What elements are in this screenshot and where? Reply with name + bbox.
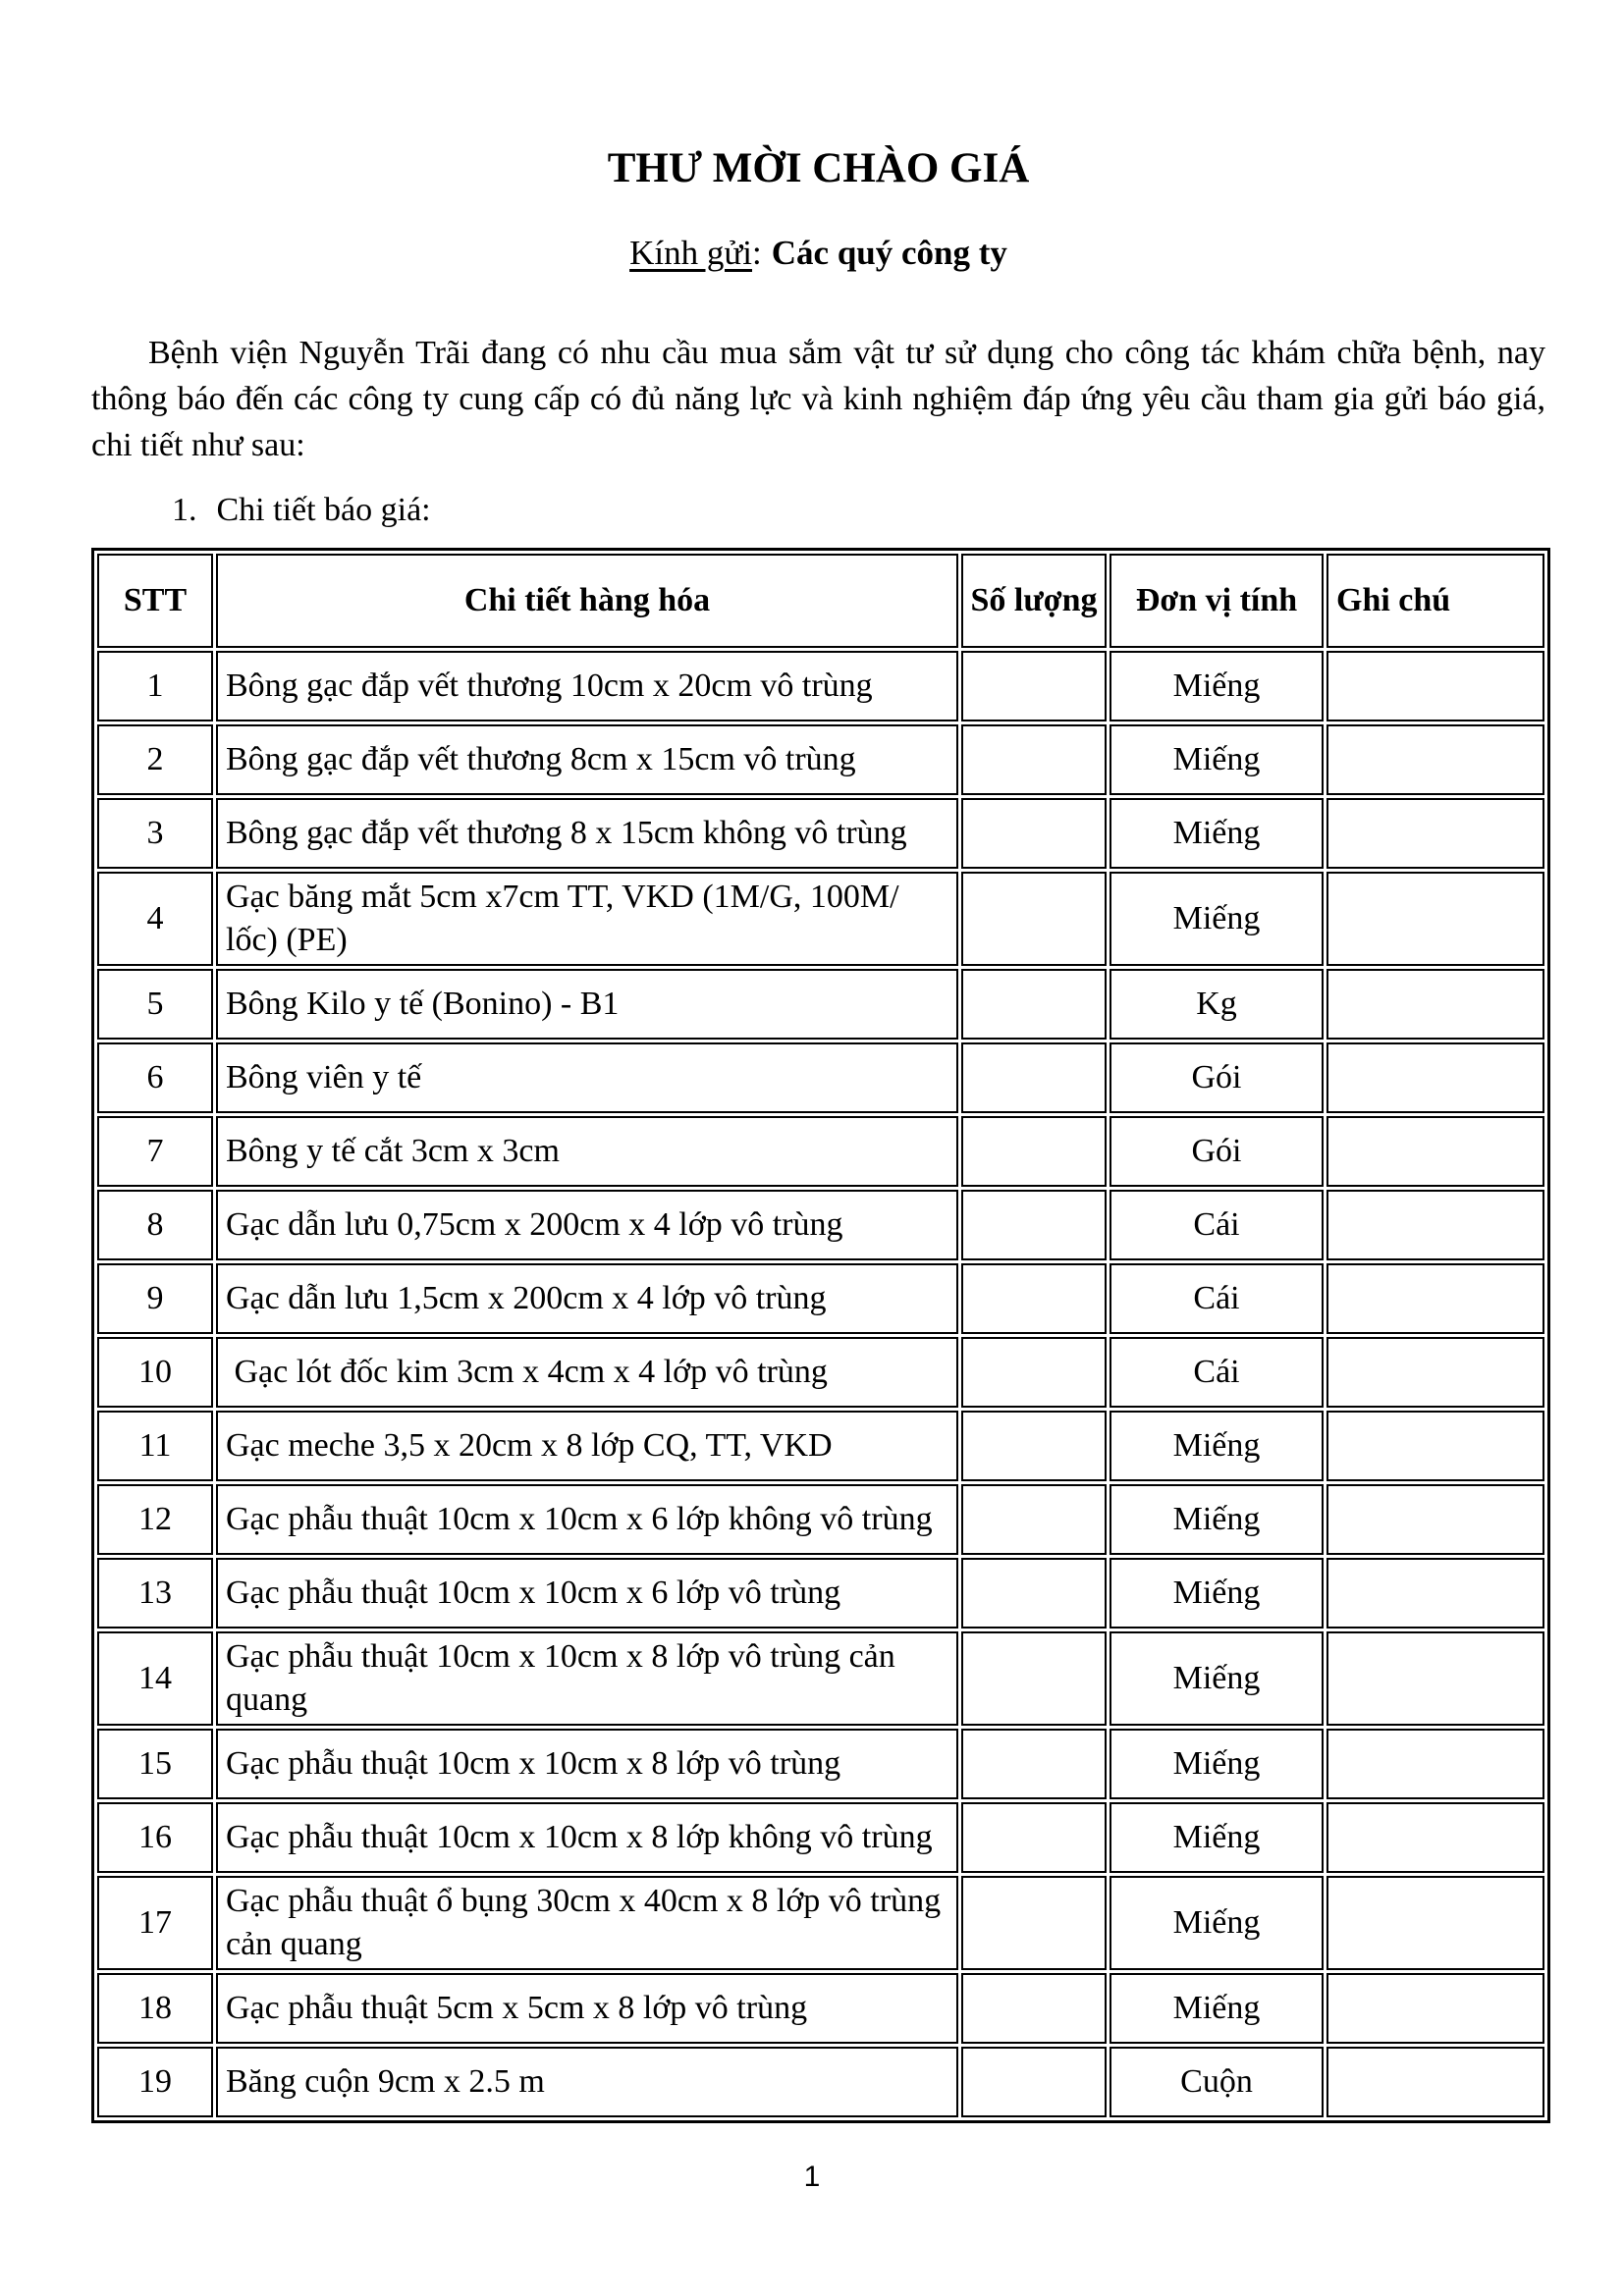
row-unit: Miếng: [1110, 1484, 1324, 1555]
row-quantity: [961, 2047, 1107, 2117]
row-unit: Miếng: [1110, 1876, 1324, 1970]
row-note: [1326, 1116, 1544, 1187]
row-stt: 4: [97, 872, 213, 966]
row-quantity: [961, 1337, 1107, 1408]
table-row: [97, 1190, 1544, 1260]
table-row: [97, 724, 1544, 795]
row-detail: Bông gạc đắp vết thương 8 x 15cm không vô trùng: [216, 798, 958, 869]
row-note: [1326, 1337, 1544, 1408]
header-stt: STT: [97, 554, 213, 648]
row-detail: Gạc phẫu thuật 10cm x 10cm x 6 lớp vô trùng: [216, 1558, 958, 1629]
row-stt: 17: [97, 1876, 213, 1970]
row-quantity: [961, 969, 1107, 1040]
row-detail: Gạc dẫn lưu 1,5cm x 200cm x 4 lớp vô trùng: [216, 1263, 958, 1334]
row-stt: 11: [97, 1411, 213, 1481]
row-quantity: [961, 1484, 1107, 1555]
table-header-row: [97, 554, 1544, 648]
row-note: [1326, 2047, 1544, 2117]
page-number: 1: [803, 2161, 821, 2193]
row-detail: Gạc băng mắt 5cm x7cm TT, VKD (1M/G, 100M/ lốc) (PE): [216, 872, 958, 966]
intro-paragraph: Bệnh viện Nguyễn Trãi đang có nhu cầu mua sắm vật tư sử dụng cho công tác khám chữa bệnh, nay thông báo đến các công ty cung cấp có đủ năng lực và kinh nghiệm đáp ứng yêu cầu tham gia gửi báo giá, chi tiết như sau:: [91, 334, 1545, 463]
header-detail: Chi tiết hàng hóa: [216, 554, 958, 648]
row-stt: 14: [97, 1631, 213, 1726]
row-unit: Gói: [1110, 1042, 1324, 1113]
table-row: [97, 1729, 1544, 1799]
row-unit: Miếng: [1110, 798, 1324, 869]
row-note: [1326, 1973, 1544, 2044]
row-note: [1326, 798, 1544, 869]
row-stt: 16: [97, 1802, 213, 1873]
row-unit: Miếng: [1110, 1558, 1324, 1629]
row-quantity: [961, 1729, 1107, 1799]
row-quantity: [961, 651, 1107, 721]
header-quantity: Số lượng: [961, 554, 1107, 648]
row-quantity: [961, 1190, 1107, 1260]
row-detail: Gạc lót đốc kim 3cm x 4cm x 4 lớp vô trùng: [216, 1337, 958, 1408]
row-note: [1326, 724, 1544, 795]
table-row: [97, 1558, 1544, 1629]
table-row: [97, 1337, 1544, 1408]
table-row: [97, 1631, 1544, 1726]
row-unit: Miếng: [1110, 1729, 1324, 1799]
row-stt: 15: [97, 1729, 213, 1799]
table-row: [97, 1411, 1544, 1481]
row-stt: 9: [97, 1263, 213, 1334]
row-unit: Miếng: [1110, 1411, 1324, 1481]
row-unit: Miếng: [1110, 1973, 1324, 2044]
row-detail: Gạc phẫu thuật 5cm x 5cm x 8 lớp vô trùng: [216, 1973, 958, 2044]
salutation-colon: :: [752, 234, 762, 273]
row-detail: Băng cuộn 9cm x 2.5 m: [216, 2047, 958, 2117]
row-quantity: [961, 1802, 1107, 1873]
row-unit: Miếng: [1110, 1631, 1324, 1726]
row-note: [1326, 1190, 1544, 1260]
row-detail: Gạc meche 3,5 x 20cm x 8 lớp CQ, TT, VKD: [216, 1411, 958, 1481]
row-unit: Miếng: [1110, 872, 1324, 966]
table-row: [97, 1042, 1544, 1113]
row-detail: Bông viên y tế: [216, 1042, 958, 1113]
row-quantity: [961, 872, 1107, 966]
table-row: [97, 798, 1544, 869]
table-row: [97, 1484, 1544, 1555]
row-stt: 7: [97, 1116, 213, 1187]
row-unit: Cuộn: [1110, 2047, 1324, 2117]
row-quantity: [961, 1631, 1107, 1726]
row-note: [1326, 872, 1544, 966]
row-detail: Gạc phẫu thuật 10cm x 10cm x 6 lớp không vô trùng: [216, 1484, 958, 1555]
row-stt: 3: [97, 798, 213, 869]
row-unit: Miếng: [1110, 651, 1324, 721]
row-quantity: [961, 1263, 1107, 1334]
row-quantity: [961, 1411, 1107, 1481]
row-detail: Bông gạc đắp vết thương 8cm x 15cm vô trùng: [216, 724, 958, 795]
row-unit: Miếng: [1110, 724, 1324, 795]
row-quantity: [961, 1042, 1107, 1113]
table-row: [97, 1263, 1544, 1334]
row-detail: Gạc phẫu thuật 10cm x 10cm x 8 lớp vô trùng: [216, 1729, 958, 1799]
row-unit: Miếng: [1110, 1802, 1324, 1873]
row-note: [1326, 1802, 1544, 1873]
row-stt: 1: [97, 651, 213, 721]
table-row: [97, 1116, 1544, 1187]
table-row: [97, 969, 1544, 1040]
row-unit: Cái: [1110, 1263, 1324, 1334]
header-note: Ghi chú: [1326, 554, 1544, 648]
row-stt: 6: [97, 1042, 213, 1113]
table-row: [97, 1973, 1544, 2044]
row-stt: 10: [97, 1337, 213, 1408]
row-note: [1326, 969, 1544, 1040]
salutation: [91, 231, 1545, 276]
row-detail: Gạc phẫu thuật 10cm x 10cm x 8 lớp vô trùng cản quang: [216, 1631, 958, 1726]
row-quantity: [961, 724, 1107, 795]
quotation-table: [91, 548, 1550, 2123]
row-stt: 2: [97, 724, 213, 795]
row-note: [1326, 1484, 1544, 1555]
row-stt: 19: [97, 2047, 213, 2117]
row-unit: Kg: [1110, 969, 1324, 1040]
table-row: [97, 872, 1544, 966]
salutation-label: Kính gửi: [629, 234, 753, 273]
row-note: [1326, 1042, 1544, 1113]
row-detail: Bông gạc đắp vết thương 10cm x 20cm vô trùng: [216, 651, 958, 721]
row-unit: Cái: [1110, 1190, 1324, 1260]
row-note: [1326, 1876, 1544, 1970]
row-unit: Cái: [1110, 1337, 1324, 1408]
row-note: [1326, 1631, 1544, 1726]
page-title: THƯ MỜI CHÀO GIÁ: [607, 145, 1030, 191]
table-row: [97, 1802, 1544, 1873]
row-note: [1326, 1263, 1544, 1334]
row-detail: Gạc phẫu thuật ổ bụng 30cm x 40cm x 8 lớp vô trùng cản quang: [216, 1876, 958, 1970]
table-body: [97, 651, 1544, 2117]
row-note: [1326, 1411, 1544, 1481]
row-stt: 8: [97, 1190, 213, 1260]
table-row: [97, 2047, 1544, 2117]
row-detail: Bông y tế cắt 3cm x 3cm: [216, 1116, 958, 1187]
row-stt: 5: [97, 969, 213, 1040]
salutation-recipient: Các quý công ty: [771, 234, 1007, 273]
row-stt: 18: [97, 1973, 213, 2044]
row-quantity: [961, 798, 1107, 869]
row-stt: 13: [97, 1558, 213, 1629]
row-quantity: [961, 1558, 1107, 1629]
row-note: [1326, 1558, 1544, 1629]
row-unit: Gói: [1110, 1116, 1324, 1187]
row-note: [1326, 1729, 1544, 1799]
table-row: [97, 1876, 1544, 1970]
row-quantity: [961, 1973, 1107, 2044]
row-detail: Gạc dẫn lưu 0,75cm x 200cm x 4 lớp vô trùng: [216, 1190, 958, 1260]
row-quantity: [961, 1116, 1107, 1187]
row-detail: Gạc phẫu thuật 10cm x 10cm x 8 lớp không vô trùng: [216, 1802, 958, 1873]
list-item-text: Chi tiết báo giá:: [216, 491, 431, 528]
row-quantity: [961, 1876, 1107, 1970]
row-detail: Bông Kilo y tế (Bonino) - B1: [216, 969, 958, 1040]
header-unit: Đơn vị tính: [1110, 554, 1324, 648]
row-stt: 12: [97, 1484, 213, 1555]
list-item-number: 1.: [172, 491, 197, 528]
table-row: [97, 651, 1544, 721]
row-note: [1326, 651, 1544, 721]
list-item-quote-details: [91, 489, 1545, 532]
